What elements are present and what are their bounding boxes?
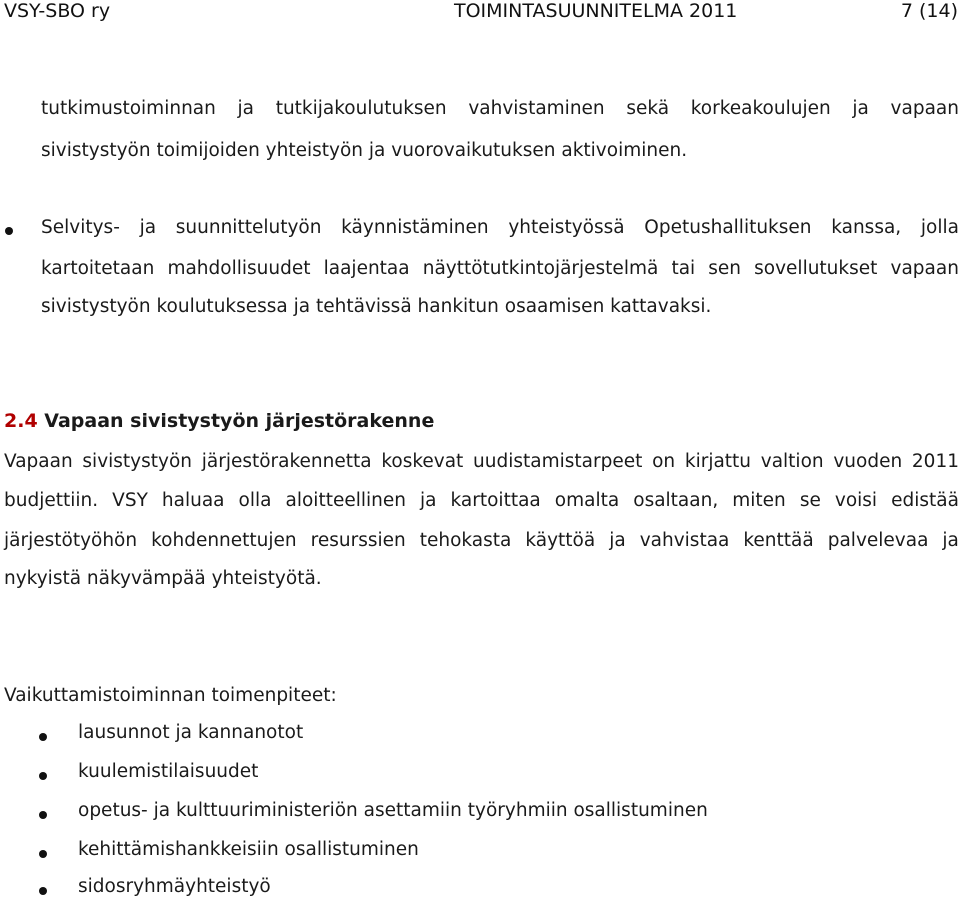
word: sen bbox=[708, 258, 742, 279]
word: Selvitys- bbox=[41, 217, 120, 238]
word: Opetushallituksen bbox=[644, 217, 812, 238]
bullet-paragraph-line-1 bbox=[41, 217, 959, 238]
list-item bbox=[0, 876, 960, 904]
word: suunnittelutyön bbox=[175, 217, 322, 238]
header-document-title: TOIMINTASUUNNITELMA 2011 bbox=[454, 0, 738, 22]
list-item-label: sidosryhmäyhteistyö bbox=[78, 876, 271, 897]
word: kartoittaa bbox=[450, 490, 541, 511]
word: vahvistaminen bbox=[468, 98, 605, 119]
word: käynnistäminen bbox=[341, 217, 489, 238]
word: VSY bbox=[112, 490, 148, 511]
intro-line-2: sivistystyön toimijoiden yhteistyön ja vuorovaikutuksen aktivoiminen. bbox=[41, 140, 688, 161]
word: kenttää bbox=[743, 530, 814, 551]
section-number: 2.4 bbox=[4, 410, 38, 432]
word: uudistamistarpeet bbox=[473, 451, 643, 472]
word: jolla bbox=[920, 217, 959, 238]
word: ja bbox=[139, 217, 157, 238]
word: sivistystyön bbox=[82, 451, 193, 472]
list-item-label: kuulemistilaisuudet bbox=[78, 761, 259, 782]
bullet-icon bbox=[5, 227, 13, 235]
bullet-icon bbox=[39, 887, 47, 895]
word: kirjattu bbox=[684, 451, 752, 472]
section-title: Vapaan sivistystyön järjestörakenne bbox=[44, 410, 435, 432]
header-organization: VSY-SBO ry bbox=[4, 0, 111, 22]
word: ja bbox=[237, 98, 255, 119]
bullet-paragraph-line-2 bbox=[41, 258, 959, 279]
bullet-paragraph-line-3: sivistystyön koulutuksessa ja tehtävissä hankitun osaamisen kattavaksi. bbox=[41, 296, 712, 317]
word: se bbox=[799, 490, 821, 511]
word: ja bbox=[942, 530, 959, 551]
bullet-icon bbox=[39, 811, 47, 819]
list-item bbox=[0, 839, 960, 867]
word: korkeakoulujen bbox=[690, 98, 831, 119]
word: osaltaan, bbox=[633, 490, 719, 511]
list-item bbox=[0, 722, 960, 750]
word: kanssa, bbox=[831, 217, 902, 238]
page-header bbox=[0, 0, 960, 24]
word: aloitteellinen bbox=[285, 490, 406, 511]
word: ja bbox=[609, 530, 626, 551]
word: laajentaa bbox=[323, 258, 410, 279]
word: resurssien bbox=[310, 530, 406, 551]
word: vapaan bbox=[890, 258, 959, 279]
list-item-label: opetus- ja kulttuuriministeriön asettamiin työryhmiin osallistuminen bbox=[78, 800, 708, 821]
word: kartoitetaan bbox=[41, 258, 155, 279]
word: järjestörakennetta bbox=[201, 451, 372, 472]
word: tehokasta bbox=[419, 530, 512, 551]
intro-line-1 bbox=[41, 98, 959, 119]
word: tai bbox=[671, 258, 696, 279]
word: koskevat bbox=[381, 451, 464, 472]
word: 2011 bbox=[911, 451, 959, 472]
section-heading bbox=[4, 410, 434, 432]
body-line-4: nykyistä näkyvämpää yhteistyötä. bbox=[4, 568, 322, 589]
word: edistää bbox=[891, 490, 959, 511]
word: valtion bbox=[760, 451, 824, 472]
word: vapaan bbox=[890, 98, 959, 119]
list-item-label: lausunnot ja kannanotot bbox=[78, 722, 304, 743]
word: vahvistaa bbox=[639, 530, 730, 551]
word: käyttöä bbox=[525, 530, 596, 551]
word: yhteistyössä bbox=[508, 217, 625, 238]
list-item-label: kehittämishankkeisiin osallistuminen bbox=[78, 839, 419, 860]
list-item bbox=[0, 761, 960, 789]
word: tutkijakoulutuksen bbox=[275, 98, 447, 119]
word: tutkimustoiminnan bbox=[41, 98, 216, 119]
body-line-2 bbox=[4, 490, 959, 511]
word: sovellutukset bbox=[754, 258, 878, 279]
word: vuoden bbox=[833, 451, 903, 472]
bullet-icon bbox=[39, 850, 47, 858]
word: haluaa bbox=[161, 490, 225, 511]
word: mahdollisuudet bbox=[167, 258, 311, 279]
word: kohdennettujen bbox=[151, 530, 297, 551]
word: on bbox=[652, 451, 676, 472]
word: näyttötutkintojärjestelmä bbox=[422, 258, 659, 279]
word: omalta bbox=[554, 490, 620, 511]
word: miten bbox=[732, 490, 786, 511]
body-line-1 bbox=[4, 451, 959, 472]
word: järjestötyöhön bbox=[4, 530, 138, 551]
body-line-3 bbox=[4, 530, 959, 551]
word: sekä bbox=[626, 98, 670, 119]
word: olla bbox=[238, 490, 272, 511]
actions-heading: Vaikuttamistoiminnan toimenpiteet: bbox=[4, 685, 337, 706]
word: voisi bbox=[834, 490, 878, 511]
word: budjettiin. bbox=[4, 490, 99, 511]
bullet-icon bbox=[39, 733, 47, 741]
header-page-number: 7 (14) bbox=[900, 0, 958, 22]
list-item bbox=[0, 800, 960, 828]
bullet-icon bbox=[39, 772, 47, 780]
word: palvelevaa bbox=[827, 530, 929, 551]
word: ja bbox=[420, 490, 437, 511]
word: Vapaan bbox=[4, 451, 73, 472]
word: ja bbox=[852, 98, 869, 119]
